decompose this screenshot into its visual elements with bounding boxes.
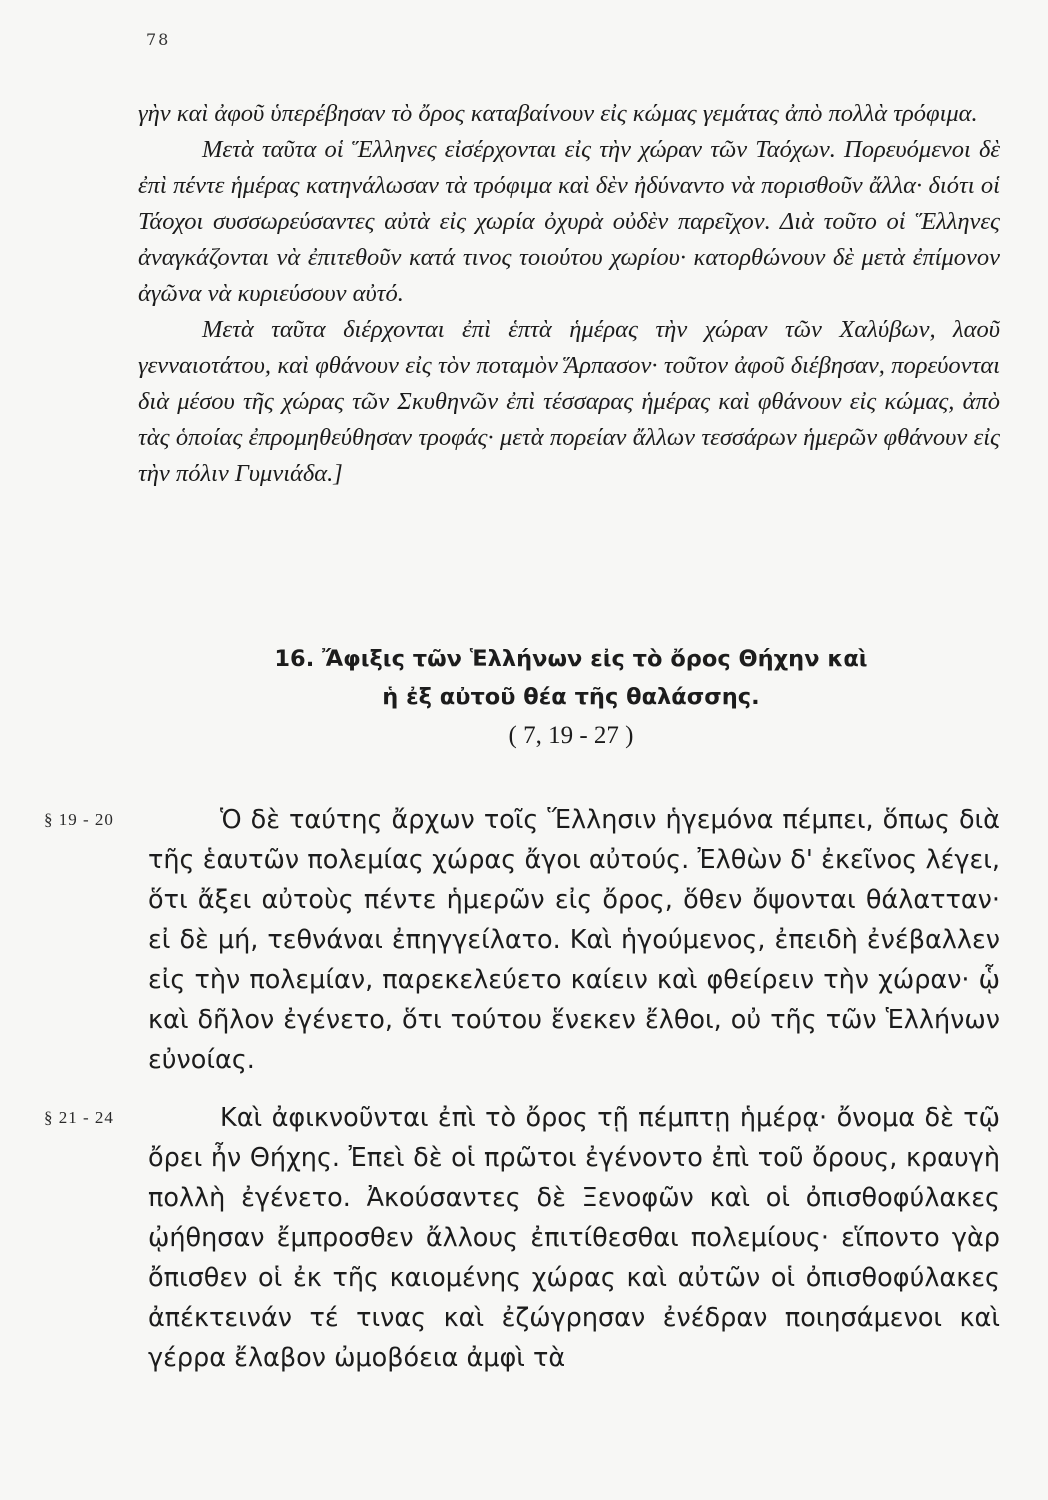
section-marker: § 19 - 20: [44, 810, 114, 829]
chapter-heading-line-2: ἡ ἐξ αὐτοῦ θέα τῆς θαλάσσης.: [382, 684, 760, 710]
page-number: 78: [146, 30, 171, 49]
section-paragraph: Καὶ ἀφικνοῦνται ἐπὶ τὸ ὄρος τῇ πέμπτῃ ἡμέρᾳ· ὄνομα δὲ τῷ ὄρει ἦν Θήχης. Ἐπεὶ δὲ οἱ πρῶτοι ἐγένοντο ἐπὶ τοῦ ὄρους, κραυγὴ πολλὴ ἐγένετο. Ἀκούσαντες δὲ Ξενοφῶν καὶ οἱ ὀπισθοφύλακες ᾠήθησαν ἔμπροσθεν ἄλλους ἐπιτίθεσθαι πολεμίους· εἵποντο γὰρ ὄπισθεν οἱ ἐκ τῆς καιομένης χώρας καὶ αὐτῶν οἱ ὀπισθοφύλακες ἀπέκτεινάν τέ τινας καὶ ἐζώγρησαν ἐνέδραν ποιησάμενοι καὶ γέρρα ἔλαβον ὠμοβόεια ἀμφὶ τὰ: [148, 1103, 1000, 1373]
section-text: [148, 1098, 1000, 1378]
summary-text-block: [138, 96, 1000, 492]
chapter-reference: ( 7, 19 - 27 ): [508, 722, 634, 749]
chapter-heading: [140, 640, 1002, 716]
section-text: [148, 800, 1000, 1080]
section-paragraph: Ὁ δὲ ταύτης ἄρχων τοῖς Ἕλλησιν ἡγεμόνα πέμπει, ὅπως διὰ τῆς ἑαυτῶν πολεμίας χώρας ἄγοι αὐτούς. Ἐλθὼν δ' ἐκεῖνος λέγει, ὅτι ἄξει αὐτοὺς πέντε ἡμερῶν εἰς ὄρος, ὅθεν ὄψονται θάλατταν· εἰ δὲ μή, τεθνάναι ἐπηγγείλατο. Καὶ ἡγούμενος, ἐπειδὴ ἐνέβαλλεν εἰς τὴν πολεμίαν, παρεκελεύετο καίειν καὶ φθείρειν τὴν χώραν· ᾧ καὶ δῆλον ἐγένετο, ὅτι τούτου ἕνεκεν ἔλθοι, οὐ τῆς τῶν Ἑλλήνων εὐνοίας.: [148, 805, 1000, 1075]
chapter-heading-line-1: 16. Ἄφιξις τῶν Ἑλλήνων εἰς τὸ ὄρος Θήχην καὶ: [274, 646, 868, 672]
summary-paragraph-1: γὴν καὶ ἀφοῦ ὑπερέβησαν τὸ ὄρος καταβαίνουν εἰς κώμας γεμάτας ἀπὸ πολλὰ τρόφιμα.: [138, 100, 978, 127]
section-marker: § 21 - 24: [44, 1108, 114, 1127]
summary-paragraph-3: Μετὰ ταῦτα διέρχονται ἐπὶ ἑπτὰ ἡμέρας τὴν χώραν τῶν Χαλύβων, λαοῦ γενναιοτάτου, καὶ φθάνουν εἰς τὸν ποταμὸν Ἅρπασον· τοῦτον ἀφοῦ διέβησαν, πορεύονται διὰ μέσου τῆς χώρας τῶν Σκυθηνῶν ἐπὶ τέσσαρας ἡμέρας καὶ φθάνουν εἰς κώμας, ἀπὸ τὰς ὁποίας ἐπρομηθεύθησαν τροφάς· μετὰ πορείαν ἄλλων τεσσάρων ἡμερῶν φθάνουν εἰς τὴν πόλιν Γυμνιάδα.]: [138, 316, 1000, 487]
summary-paragraph-2: Μετὰ ταῦτα οἱ Ἕλληνες εἰσέρχονται εἰς τὴν χώραν τῶν Ταόχων. Πορευόμενοι δὲ ἐπὶ πέντε ἡμέρας κατηνάλωσαν τὰ τρόφιμα καὶ δὲν ἠδύναντο νὰ πορισθοῦν ἄλλα· διότι οἱ Τάοχοι συσσωρεύσαντες αὐτὰ εἰς χωρία ὀχυρὰ οὐδὲν παρεῖχον. Διὰ τοῦτο οἱ Ἕλληνες ἀναγκάζονται νὰ ἐπιτεθοῦν κατά τινος τοιούτου χωρίου· κατορθώνουν δὲ μετὰ ἐπίμονον ἀγῶνα νὰ κυριεύσουν αὐτό.: [138, 136, 1000, 307]
